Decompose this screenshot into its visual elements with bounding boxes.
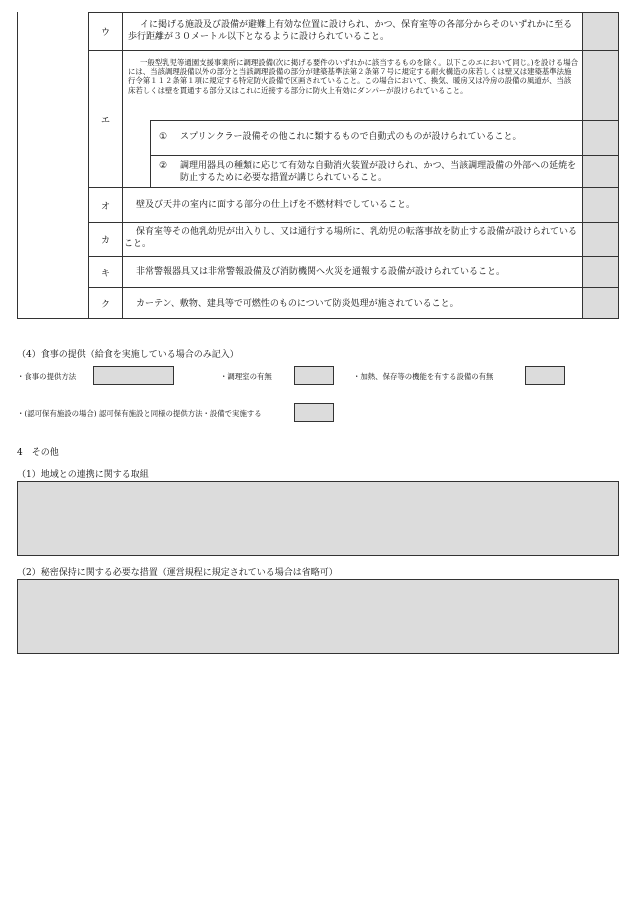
check-cell[interactable] [582,288,618,318]
check-cell[interactable] [582,257,618,287]
same-method-label: ・(認可保有施設の場合) 認可保有施設と同様の提供方法・設備で実施する [17,409,262,418]
sub-item-border [150,155,619,156]
row-text: 壁及び天井の室内に面する部分の仕上げを不燃材料でしていること。 [136,200,416,210]
row-border [88,12,619,13]
table-bottom-border [17,318,619,319]
row-letter: エ [100,115,110,126]
row-letter: カ [100,236,110,246]
check-cell[interactable] [582,121,618,155]
row-text: 一般型乳児等通園支援事業所に調理設備(次に掲げる要件のいずれかに該当するものを除く。以下このエにおいて同じ。)を設ける場合には、当該調理設備以外の部分と当該調理設備の部分が建築基準法第２条第７号に規定する耐火構造の床若しくは壁又は建築基準法施行令第１１２条第１項に規定する特定防火設備で区画されていること。この場合において、換気、暖房又は冷房の設備の風道が、当該床若しくは壁を貫通する部分又はこれに近接する部分に防火上有効にダンパーが設けられていること。 [128,58,578,95]
row-text: 保育室等その他乳幼児が出入りし、又は通行する場所に、乳幼児の転落事故を防止する設備が設けられていること。 [124,227,578,249]
check-cell[interactable] [582,156,618,187]
sub-item-text: スプリンクラー設備その他これに類するもので自動式のものが設けられていること。 [180,132,522,142]
row-letter: キ [100,268,110,279]
row-text: 非常警報器具又は非常警報設備及び消防機関へ火災を通報する設備が設けられていること。 [136,267,506,277]
sub-item-mark: ② [159,161,168,171]
meal-heading: （4）食事の提供（給食を実施している場合のみ記入） [17,350,239,360]
kitchen-field[interactable] [294,366,334,385]
privacy-label: （2）秘密保持に関する必要な措置（運営規程に規定されている場合は省略可） [17,568,338,578]
meal-method-field[interactable] [93,366,174,385]
equipment-field[interactable] [525,366,565,385]
same-method-field[interactable] [294,403,334,422]
check-cell[interactable] [582,188,618,222]
row-text: イに掲げる施設及び設備が避難上有効な位置に設けられ、かつ、保育室等の各部分からそのいずれかに至る歩行距離が３０メートル以下となるように設けられていること。 [128,20,573,42]
row-border [88,287,619,288]
row-border [88,256,619,257]
sub-item-text: 調理用器具の種類に応じて有効な自動消火装置が設けられ、かつ、当該調理設備の外部への延焼を防止するために必要な措置が講じられていること。 [180,161,577,183]
table-left-border [17,12,18,319]
privacy-textarea[interactable] [17,579,619,654]
sub-item-mark: ① [159,132,168,142]
equipment-label: ・加熱、保存等の機能を有する設備の有無 [353,372,494,381]
row-border [88,187,619,188]
check-cell[interactable] [582,51,618,120]
sub-item-left-border [150,120,151,187]
table-text-col-left [122,12,123,319]
row-letter: オ [100,201,110,212]
row-border [88,50,619,51]
kitchen-label: ・調理室の有無 [220,372,272,381]
community-textarea[interactable] [17,481,619,556]
check-cell[interactable] [582,13,618,50]
check-cell[interactable] [582,223,618,256]
sub-item-border [150,120,619,121]
row-letter: ウ [100,28,110,38]
meal-method-label: ・食事の提供方法 [17,372,77,381]
row-border [88,222,619,223]
community-label: （1）地域との連携に関する取組 [17,470,149,480]
table-right-border [618,12,619,319]
other-heading: 4 その他 [17,448,59,458]
row-letter: ク [100,299,110,310]
row-text: カーテン、敷物、建具等で可燃性のものについて防炎処理が施されていること。 [136,299,459,309]
